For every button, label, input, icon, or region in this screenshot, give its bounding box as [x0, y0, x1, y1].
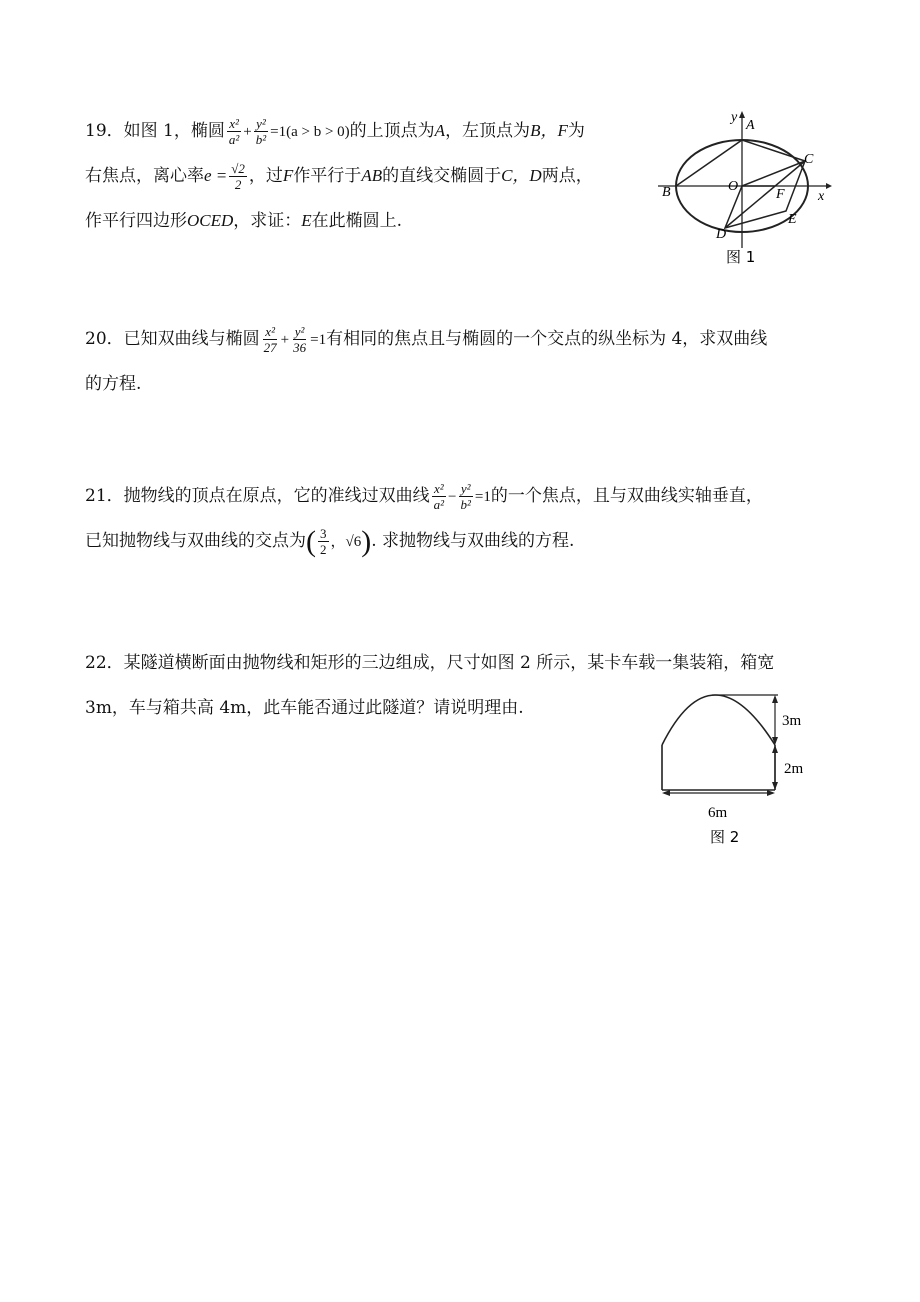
figure-2-caption: 图 2	[710, 828, 740, 846]
text: ，左顶点为	[445, 121, 531, 141]
dim-6m-arrow-right	[767, 790, 775, 796]
frac-den: a²	[228, 132, 240, 147]
equals: =1	[310, 332, 327, 348]
text: 有相同的焦点且与椭圆的一个交点的纵坐标为 4，求双曲线	[326, 329, 768, 349]
tunnel-parabola	[662, 695, 775, 745]
frac-num: y²	[256, 116, 266, 131]
text: 的直线交椭圆于	[382, 166, 502, 186]
text: 作平行四边形	[85, 211, 187, 231]
var: C，D	[501, 166, 542, 185]
left-paren: (	[306, 525, 316, 558]
var: AB	[361, 166, 383, 185]
label-F: F	[776, 187, 785, 202]
frac-num: y²	[294, 324, 305, 339]
frac-den: 27	[263, 340, 277, 355]
frac-num: y²	[460, 481, 471, 496]
condition: =1(a > b > 0)	[270, 124, 350, 140]
label-O: O	[728, 179, 739, 194]
fraction	[262, 324, 279, 355]
plus: +	[243, 124, 252, 140]
problem-19-line-1	[85, 108, 593, 153]
var: OCED	[187, 211, 234, 230]
frac-den: a²	[433, 497, 445, 512]
text: 21．抛物线的顶点在原点，它的准线过双曲线	[85, 486, 430, 506]
fraction	[432, 481, 446, 512]
frac-num: x²	[265, 324, 275, 339]
var: e =	[204, 166, 228, 185]
text: 已知抛物线与双曲线的交点为	[85, 531, 306, 551]
dim-2m-arrow-bottom	[772, 782, 778, 790]
text: 作平行于	[293, 166, 362, 186]
label-B: B	[662, 185, 671, 200]
fraction	[318, 526, 329, 557]
dim-3m-arrow-top	[772, 695, 778, 703]
label-E: E	[788, 212, 797, 227]
minus: −	[448, 489, 457, 505]
frac-num: 3	[320, 526, 327, 541]
problem-20	[85, 317, 767, 407]
var: A	[434, 121, 446, 140]
text: . 求抛物线与双曲线的方程.	[371, 531, 575, 551]
label-x: x	[818, 189, 825, 204]
problem-19-line-2	[85, 153, 593, 198]
problem-19-line-3	[85, 198, 593, 243]
label-C: C	[804, 152, 814, 167]
text: 右焦点，离心率	[85, 166, 204, 186]
problem-21-line-2	[85, 519, 763, 564]
frac-den: 2	[320, 542, 327, 557]
problem-19	[85, 108, 593, 243]
frac-num: √2	[231, 161, 245, 176]
frac-den: 36	[293, 340, 307, 355]
fraction	[254, 116, 268, 147]
dim-2m-label: 2m	[784, 761, 804, 777]
text: 20．已知双曲线与椭圆	[85, 329, 260, 349]
frac-den: 2	[234, 177, 242, 192]
dim-3m-label: 3m	[782, 713, 802, 729]
text: 22．某隧道横断面由抛物线和矩形的三边组成，尺寸如图 2 所示，某卡车载一集装箱，箱宽	[85, 653, 775, 673]
text: 为	[567, 121, 585, 141]
text: 3m，车与箱共高 4m，此车能否通过此隧道？请说明理由.	[85, 698, 524, 718]
right-paren: )	[361, 525, 372, 558]
fraction	[227, 116, 241, 147]
var: F	[282, 166, 294, 185]
text: 的一个焦点，且与双曲线实轴垂直，	[490, 486, 763, 506]
text: 的上顶点为	[349, 121, 435, 141]
text: 在此椭圆上.	[311, 211, 403, 231]
x-arrow	[826, 183, 832, 189]
plus: +	[280, 332, 290, 348]
var: B，F	[530, 121, 568, 140]
text: 的方程.	[85, 374, 142, 394]
dim-6m-label: 6m	[708, 805, 728, 821]
text: 两点，	[541, 166, 593, 186]
var: E	[301, 211, 312, 230]
y-arrow	[739, 111, 745, 118]
label-D: D	[716, 227, 727, 242]
figure-1	[658, 108, 834, 268]
frac-num: x²	[229, 116, 239, 131]
text: 19．如图 1，椭圆	[85, 121, 225, 141]
text: ，求证：	[233, 211, 302, 231]
problem-21-line-1	[85, 474, 763, 519]
dim-2m-arrow-top	[772, 745, 778, 753]
dim-6m-arrow-left	[662, 790, 670, 796]
segment-BAC	[676, 140, 805, 186]
text: ，过	[248, 166, 283, 186]
label-y: y	[731, 110, 738, 125]
frac-num: x²	[434, 481, 444, 496]
figure-1-caption: 图 1	[726, 248, 756, 266]
figure-2	[650, 680, 850, 855]
problem-20-line-1	[85, 317, 767, 362]
point-rest: ，√6	[330, 534, 362, 550]
frac-den: b²	[255, 132, 267, 147]
fraction	[459, 481, 473, 512]
fraction	[229, 161, 247, 192]
equals: =1	[474, 489, 491, 505]
problem-20-line-2	[85, 362, 767, 407]
label-A: A	[746, 118, 755, 133]
frac-den: b²	[460, 497, 471, 512]
fraction	[291, 324, 308, 355]
problem-21	[85, 474, 763, 564]
